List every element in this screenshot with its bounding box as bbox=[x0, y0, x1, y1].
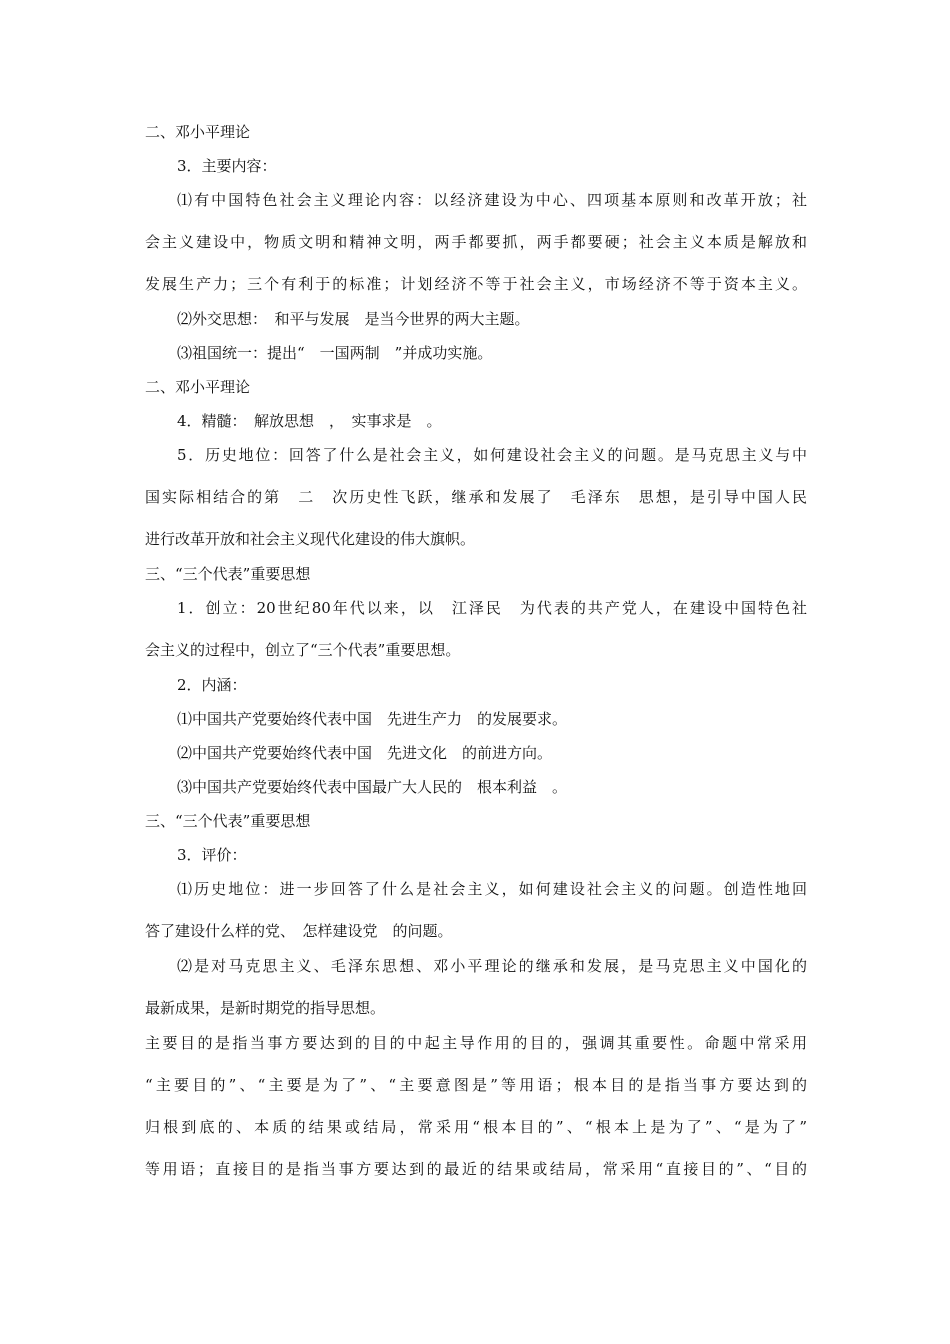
paragraph-line: 答了建设什么样的党、 怎样建设党 的问题。 bbox=[145, 922, 453, 940]
subsection-heading: 3．评价： bbox=[177, 846, 247, 864]
paragraph-line: 主要目的是指当事方要达到的目的中起主导作用的目的，强调其重要性。命题中常采用 bbox=[145, 1034, 807, 1052]
paragraph-line: 等用语；直接目的是指当事方要达到的最近的结果或结局，常采用“直接目的”、“目的 bbox=[145, 1160, 807, 1178]
paragraph-line: ⑵是对马克思主义、毛泽东思想、邓小平理论的继承和发展，是马克思主义中国化的 bbox=[177, 957, 807, 975]
paragraph-line: 最新成果，是新时期党的指导思想。 bbox=[145, 999, 386, 1017]
paragraph-line: 4．精髓： 解放思想 ， 实事求是 。 bbox=[177, 412, 442, 430]
paragraph-line: 国实际相结合的第 二 次历史性飞跃，继承和发展了 毛泽东 思想，是引导中国人民 bbox=[145, 488, 807, 506]
subsection-heading: 2．内涵： bbox=[177, 676, 247, 694]
paragraph-line: 会主义建设中，物质文明和精神文明，两手都要抓，两手都要硬；社会主义本质是解放和 bbox=[145, 233, 807, 251]
paragraph-line: 归根到底的、本质的结果或结局，常采用“根本目的”、“根本上是为了”、“是为了” bbox=[145, 1118, 807, 1136]
paragraph-line: ⑴有中国特色社会主义理论内容：以经济建设为中心、四项基本原则和改革开放；社 bbox=[177, 191, 807, 209]
paragraph-line: 会主义的过程中，创立了“三个代表”重要思想。 bbox=[145, 641, 461, 659]
paragraph-line: 发展生产力；三个有利于的标准；计划经济不等于社会主义，市场经济不等于资本主义。 bbox=[145, 275, 807, 293]
section-heading: 二、邓小平理论 bbox=[145, 123, 251, 141]
paragraph-line: 1．创立：20世纪80年代以来，以 江泽民 为代表的共产党人，在建设中国特色社 bbox=[177, 599, 807, 617]
paragraph-line: ⑴中国共产党要始终代表中国 先进生产力 的发展要求。 bbox=[177, 710, 568, 728]
paragraph-line: “主要目的”、“主要是为了”、“主要意图是”等用语；根本目的是指当事方要达到的 bbox=[145, 1076, 807, 1094]
paragraph-line: ⑶中国共产党要始终代表中国最广大人民的 根本利益 。 bbox=[177, 778, 568, 796]
section-heading: 三、“三个代表”重要思想 bbox=[145, 812, 311, 830]
section-heading: 三、“三个代表”重要思想 bbox=[145, 565, 311, 583]
paragraph-line: ⑵外交思想： 和平与发展 是当今世界的两大主题。 bbox=[177, 310, 530, 328]
paragraph-line: 5．历史地位：回答了什么是社会主义，如何建设社会主义的问题。是马克思主义与中 bbox=[177, 446, 807, 464]
paragraph-line: 进行改革开放和社会主义现代化建设的伟大旗帜。 bbox=[145, 530, 476, 548]
document-body bbox=[145, 122, 807, 1201]
subsection-heading: 3．主要内容： bbox=[177, 157, 277, 175]
paragraph-line: ⑶祖国统一：提出“ 一国两制 ”并成功实施。 bbox=[177, 344, 493, 362]
section-heading: 二、邓小平理论 bbox=[145, 378, 251, 396]
paragraph-line: ⑴历史地位：进一步回答了什么是社会主义，如何建设社会主义的问题。创造性地回 bbox=[177, 880, 807, 898]
paragraph-line: ⑵中国共产党要始终代表中国 先进文化 的前进方向。 bbox=[177, 744, 553, 762]
